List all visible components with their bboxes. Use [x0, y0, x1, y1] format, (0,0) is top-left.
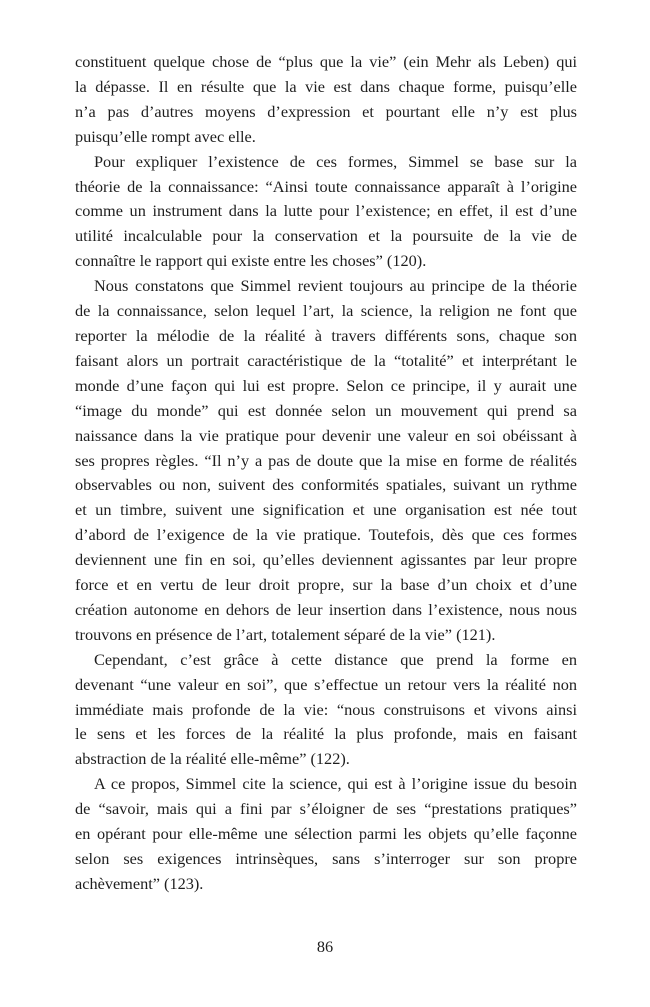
text-line: selon ses exigences intrinsèques, sans s’interroger sur son propre	[75, 849, 577, 868]
text-line: théorie de la connaissance: “Ainsi toute connaissance apparaît à l’origine	[75, 176, 577, 196]
text-line: reporter la mélodie de la réalité à travers différents sons, chaque son	[75, 325, 577, 345]
text-line: en opérant pour elle-même une sélection parmi les objets qu’elle façonne	[75, 824, 577, 844]
text-line: Nous constatons que Simmel revient toujours au principe de la théorie	[94, 276, 577, 296]
paragraph	[75, 648, 577, 773]
text-line: la dépasse. Il en résulte que la vie est dans chaque forme, puisqu’elle	[75, 76, 577, 96]
text-line: immédiate mais profonde de la vie: “nous construisons et vivons ainsi	[75, 699, 577, 719]
text-line: ses propres règles. “Il n’y a pas de doute que la mise en forme de réalités	[75, 450, 577, 470]
paragraph	[75, 274, 577, 648]
text-line: abstraction de la réalité elle-même” (122).	[75, 749, 350, 769]
text-line: connaître le rapport qui existe entre les choses” (120).	[75, 251, 427, 271]
text-line: achèvement” (123).	[75, 873, 204, 893]
paragraph	[75, 150, 577, 275]
text-line: naissance dans la vie pratique pour devenir une valeur en soi obéissant à	[75, 425, 577, 445]
text-line: et un timbre, suivent une signification et une organisation est née tout	[75, 500, 577, 520]
text-line: monde d’une façon qui lui est propre. Selon ce principe, il y aurait une	[75, 375, 577, 395]
text-line: d’abord de l’exigence de la vie pratique. Toutefois, dès que ces formes	[75, 525, 577, 545]
text-line: de “savoir, mais qui a fini par s’éloigner de ses “prestations pratiques”	[75, 799, 577, 819]
text-line: trouvons en présence de l’art, totalement séparé de la vie” (121).	[75, 624, 496, 644]
paragraph	[75, 50, 577, 150]
text-line: Cependant, c’est grâce à cette distance que prend la forme en	[94, 649, 577, 669]
text-line: observables ou non, suivent des conformités spatiales, suivant un rythme	[75, 475, 577, 495]
text-line: A ce propos, Simmel cite la science, qui est à l’origine issue du besoin	[94, 774, 577, 794]
text-line: le sens et les forces de la réalité la plus profonde, mais en faisant	[75, 724, 577, 744]
text-line: “image du monde” qui est donnée selon un mouvement qui prend sa	[75, 400, 577, 420]
text-line: devenant “une valeur en soi”, que s’effectue un retour vers la réalité non	[75, 674, 577, 694]
text-line: faisant alors un portrait caractéristique de la “totalité” et interprétant le	[75, 350, 577, 370]
paragraph	[75, 772, 577, 897]
body-text	[75, 50, 577, 897]
text-line: Pour expliquer l’existence de ces formes, Simmel se base sur la	[94, 151, 577, 171]
text-line: constituent quelque chose de “plus que la vie” (ein Mehr als Leben) qui	[75, 52, 577, 71]
text-line: force et en vertu de leur droit propre, sur la base d’un choix et d’une	[75, 575, 577, 595]
page-number: 86	[316, 937, 334, 956]
text-line: deviennent une fin en soi, qu’elles deviennent agissantes par leur propre	[75, 550, 577, 570]
text-line: de la connaissance, selon lequel l’art, la science, la religion ne font que	[75, 301, 577, 321]
text-line: n’a pas d’autres moyens d’expression et pourtant elle n’y est plus	[75, 101, 577, 121]
text-line: puisqu’elle rompt avec elle.	[75, 126, 256, 146]
text-line: comme un instrument dans la lutte pour l’existence; en effet, il est d’une	[75, 201, 577, 221]
text-line: création autonome en dehors de leur insertion dans l’existence, nous nous	[75, 599, 577, 619]
text-line: utilité incalculable pour la conservation et la poursuite de la vie de	[75, 226, 577, 246]
